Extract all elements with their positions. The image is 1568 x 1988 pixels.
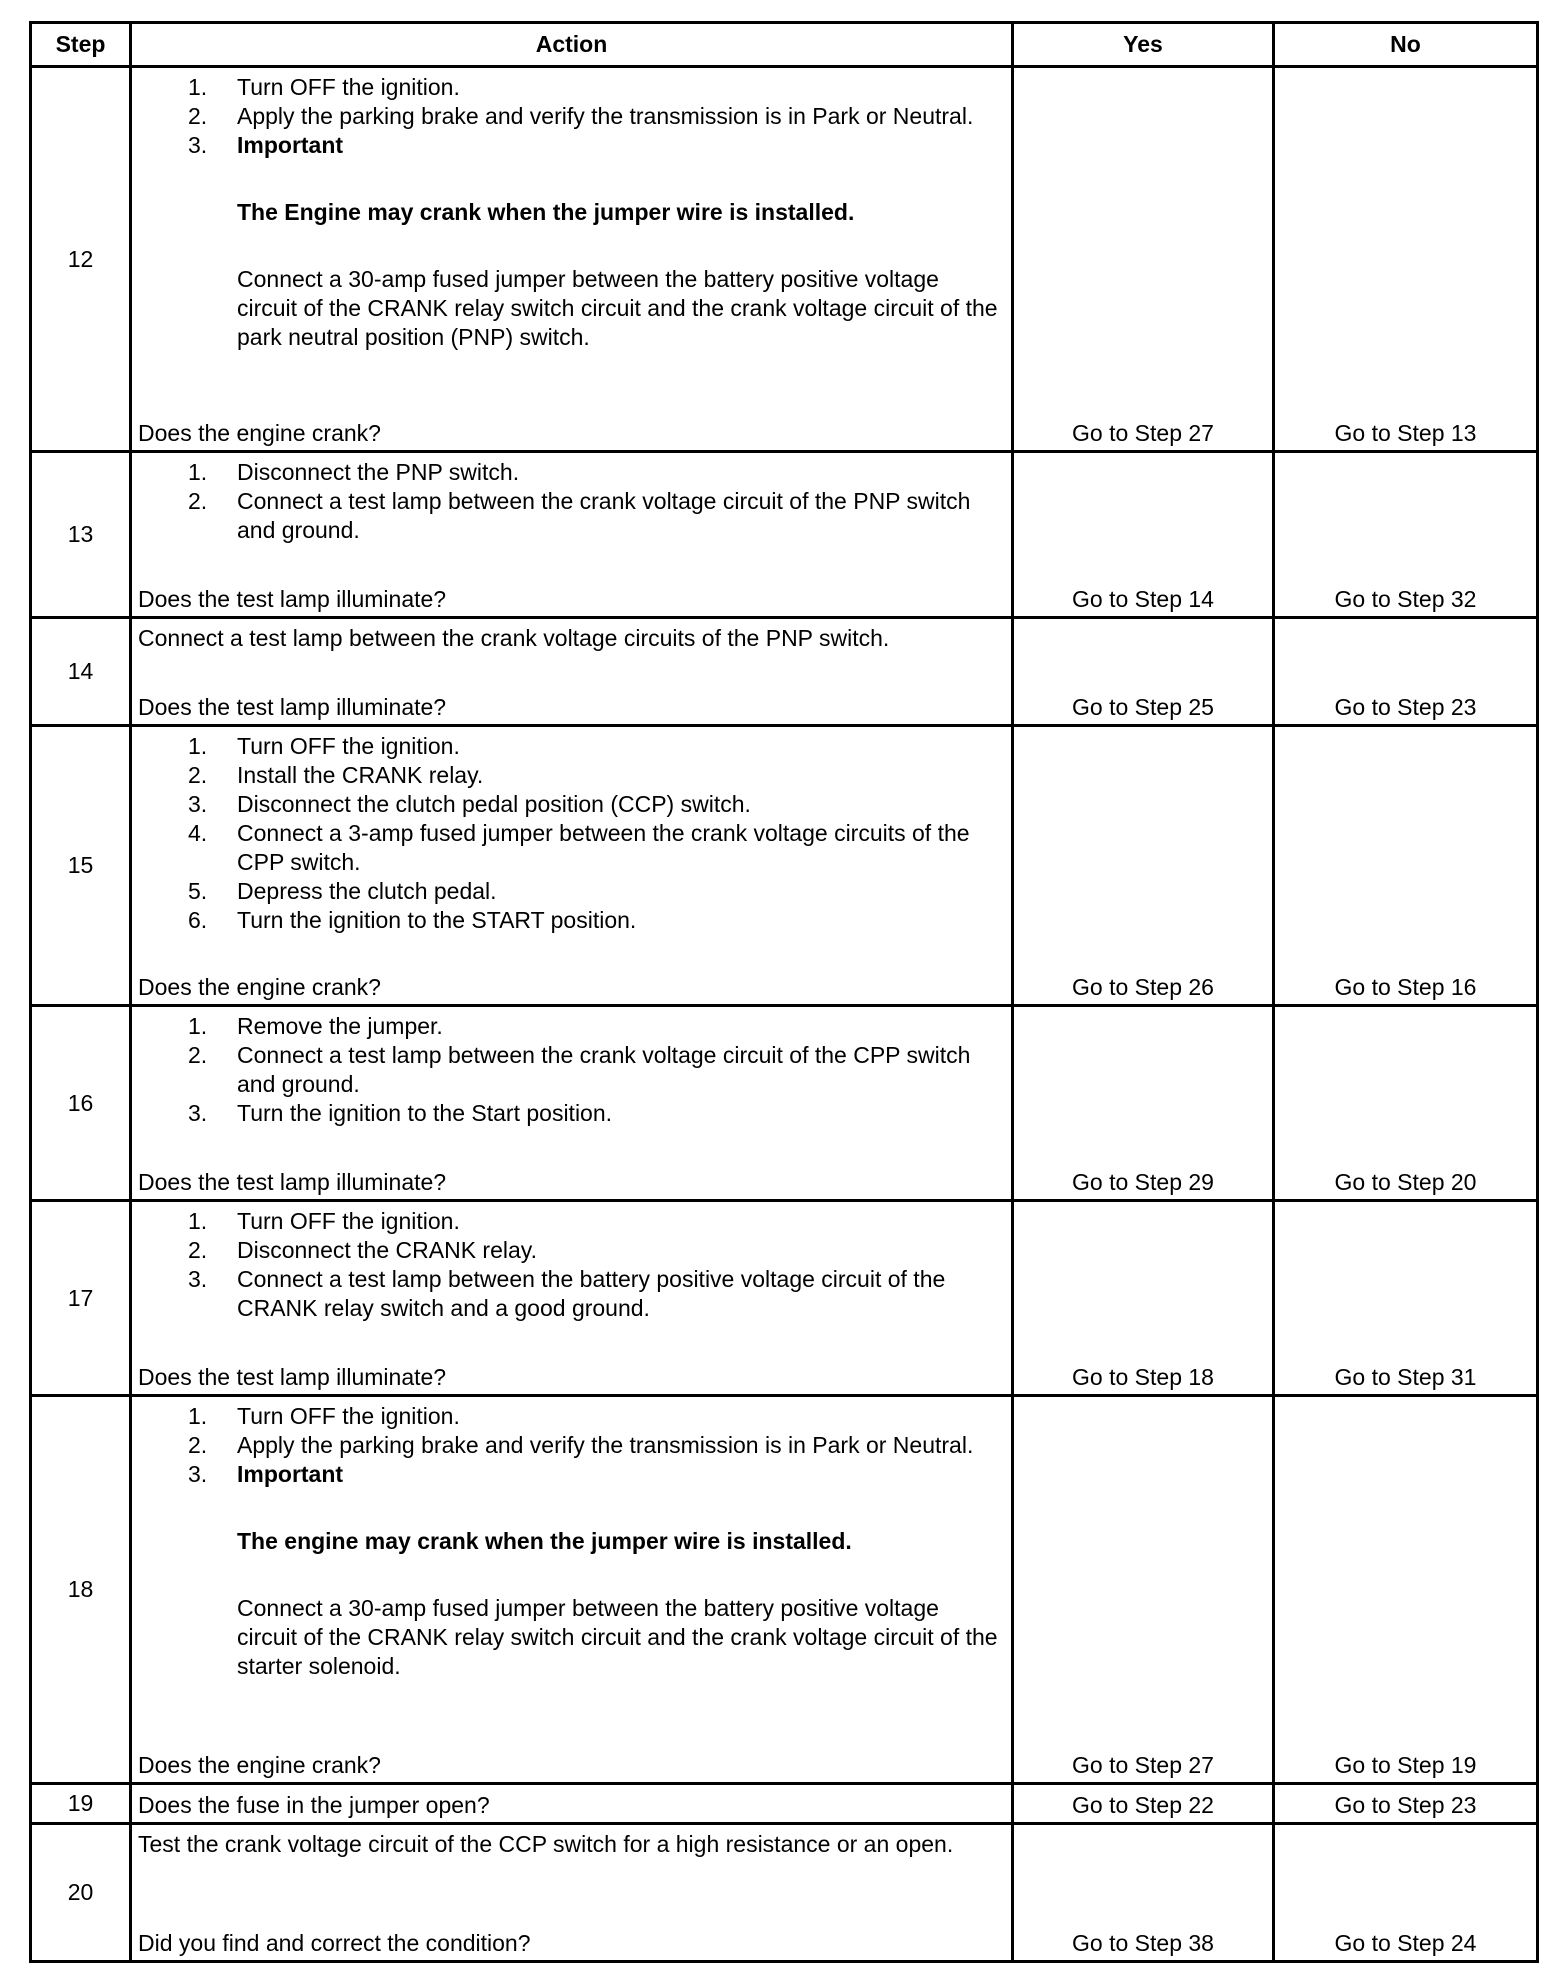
list-text: Turn OFF the ignition.	[237, 733, 460, 759]
no-goto: Go to Step 23	[1334, 1792, 1477, 1818]
table-row	[31, 618, 1538, 726]
list-number: 5.	[188, 878, 208, 904]
header-yes: Yes	[1013, 23, 1274, 67]
list-item	[138, 1402, 1003, 1431]
important-note: The engine may crank when the jumper wire is installed.	[237, 1528, 852, 1554]
question-text: Does the test lamp illuminate?	[138, 694, 447, 720]
list-text: Connect a 3-amp fused jumper between the crank voltage circuits of the CPP switch.	[237, 820, 970, 875]
step-number: 13	[31, 452, 131, 618]
step-number: 17	[31, 1201, 131, 1396]
list-number: 2.	[188, 103, 208, 129]
list-text: Depress the clutch pedal.	[237, 878, 497, 904]
action-cell	[131, 452, 1013, 618]
list-text: Connect a test lamp between the battery positive voltage circuit of the CRANK relay switch and a good ground.	[237, 1266, 946, 1321]
question-text: Does the engine crank?	[138, 420, 381, 446]
action-cell	[131, 618, 1013, 726]
yes-cell	[1013, 452, 1274, 618]
list-item	[138, 790, 1003, 819]
list-number: 2.	[188, 762, 208, 788]
list-text: Turn the ignition to the START position.	[237, 907, 637, 933]
yes-goto: Go to Step 18	[1072, 1364, 1214, 1390]
list-text: Disconnect the clutch pedal position (CCP) switch.	[237, 791, 751, 817]
yes-goto: Go to Step 38	[1072, 1930, 1214, 1956]
step-number: 20	[31, 1824, 131, 1962]
no-cell	[1274, 726, 1538, 1006]
step-number: 12	[31, 67, 131, 452]
yes-cell	[1013, 67, 1274, 452]
no-cell	[1274, 67, 1538, 452]
list-item	[138, 102, 1003, 131]
list-number: 3.	[188, 132, 208, 158]
list-item	[138, 131, 1003, 160]
yes-cell	[1013, 1201, 1274, 1396]
note-text: Connect a 30-amp fused jumper between the battery positive voltage circuit of the CRANK relay switch circuit and the crank voltage circuit of the park neutral position (PNP) switch.	[237, 266, 998, 350]
list-item	[138, 487, 1003, 545]
list-text: Remove the jumper.	[237, 1013, 443, 1039]
yes-goto: Go to Step 14	[1072, 586, 1214, 612]
list-text: Apply the parking brake and verify the transmission is in Park or Neutral.	[237, 103, 974, 129]
list-number: 2.	[188, 1042, 208, 1068]
yes-cell	[1013, 1396, 1274, 1784]
list-item	[138, 732, 1003, 761]
yes-cell	[1013, 618, 1274, 726]
question-text: Does the test lamp illuminate?	[138, 1169, 447, 1195]
list-number: 3.	[188, 1266, 208, 1292]
action-list	[138, 1012, 1003, 1128]
header-no: No	[1274, 23, 1538, 67]
list-text: Disconnect the PNP switch.	[237, 459, 520, 485]
no-goto: Go to Step 20	[1334, 1169, 1477, 1195]
no-cell	[1274, 1396, 1538, 1784]
no-goto: Go to Step 13	[1334, 420, 1477, 446]
action-cell	[131, 1784, 1013, 1824]
list-text: Turn the ignition to the Start position.	[237, 1100, 613, 1126]
list-item	[138, 1012, 1003, 1041]
note-text: Connect a 30-amp fused jumper between the battery positive voltage circuit of the CRANK relay switch circuit and the crank voltage circuit of the starter solenoid.	[237, 1595, 998, 1679]
no-cell	[1274, 618, 1538, 726]
action-list	[138, 1207, 1003, 1323]
question-text: Does the test lamp illuminate?	[138, 586, 447, 612]
header-row	[31, 23, 1538, 67]
list-item	[138, 1207, 1003, 1236]
no-goto: Go to Step 31	[1334, 1364, 1477, 1390]
step-number: 19	[31, 1784, 131, 1824]
list-number: 2.	[188, 488, 208, 514]
table-row	[31, 1824, 1538, 1962]
yes-goto: Go to Step 27	[1072, 1752, 1214, 1778]
action-cell	[131, 1824, 1013, 1962]
step-number: 14	[31, 618, 131, 726]
action-cell	[131, 1201, 1013, 1396]
action-list	[138, 458, 1003, 545]
list-item	[138, 819, 1003, 877]
no-goto: Go to Step 19	[1334, 1752, 1477, 1778]
list-item	[138, 1460, 1003, 1489]
list-number: 1.	[188, 1403, 208, 1429]
list-item	[138, 1431, 1003, 1460]
question-text: Did you find and correct the condition?	[138, 1930, 531, 1956]
yes-goto: Go to Step 27	[1072, 420, 1214, 446]
list-text: Disconnect the CRANK relay.	[237, 1237, 537, 1263]
step-number: 15	[31, 726, 131, 1006]
action-cell	[131, 726, 1013, 1006]
no-cell	[1274, 452, 1538, 618]
list-item	[138, 761, 1003, 790]
question-text: Does the engine crank?	[138, 1752, 381, 1778]
no-goto: Go to Step 23	[1334, 694, 1477, 720]
action-cell	[131, 1396, 1013, 1784]
no-cell	[1274, 1201, 1538, 1396]
step-number: 16	[31, 1006, 131, 1201]
action-list	[138, 732, 1003, 935]
yes-cell	[1013, 1006, 1274, 1201]
list-number: 1.	[188, 733, 208, 759]
list-number: 2.	[188, 1432, 208, 1458]
action-text: Connect a test lamp between the crank voltage circuits of the PNP switch.	[138, 625, 890, 651]
question-text: Does the engine crank?	[138, 974, 381, 1000]
list-number: 1.	[188, 459, 208, 485]
list-item	[138, 458, 1003, 487]
yes-goto: Go to Step 29	[1072, 1169, 1214, 1195]
no-goto: Go to Step 16	[1334, 974, 1477, 1000]
yes-goto: Go to Step 26	[1072, 974, 1214, 1000]
yes-goto: Go to Step 22	[1072, 1792, 1214, 1818]
list-text: Turn OFF the ignition.	[237, 1208, 460, 1234]
question-text: Does the fuse in the jumper open?	[138, 1792, 490, 1818]
yes-cell	[1013, 1824, 1274, 1962]
list-item	[138, 1099, 1003, 1128]
action-text: Test the crank voltage circuit of the CCP switch for a high resistance or an open.	[138, 1831, 954, 1857]
list-number: 1.	[188, 74, 208, 100]
action-list	[138, 1402, 1003, 1489]
table-row	[31, 67, 1538, 452]
list-item	[138, 1041, 1003, 1099]
question-text: Does the test lamp illuminate?	[138, 1364, 447, 1390]
list-text: Turn OFF the ignition.	[237, 1403, 460, 1429]
list-text: Install the CRANK relay.	[237, 762, 484, 788]
list-item	[138, 73, 1003, 102]
table-row	[31, 1396, 1538, 1784]
yes-goto: Go to Step 25	[1072, 694, 1214, 720]
important-label: Important	[237, 132, 344, 158]
step-number: 18	[31, 1396, 131, 1784]
diagnostic-table	[29, 21, 1539, 1963]
list-item	[138, 1236, 1003, 1265]
list-number: 2.	[188, 1237, 208, 1263]
list-text: Apply the parking brake and verify the transmission is in Park or Neutral.	[237, 1432, 974, 1458]
table-row	[31, 1006, 1538, 1201]
list-number: 6.	[188, 907, 208, 933]
header-step: Step	[31, 23, 131, 67]
list-text: Turn OFF the ignition.	[237, 74, 460, 100]
no-cell	[1274, 1784, 1538, 1824]
no-goto: Go to Step 24	[1334, 1930, 1477, 1956]
list-number: 3.	[188, 1100, 208, 1126]
list-number: 3.	[188, 791, 208, 817]
no-goto: Go to Step 32	[1334, 586, 1477, 612]
list-item	[138, 1265, 1003, 1323]
important-label: Important	[237, 1461, 344, 1487]
table-row	[31, 726, 1538, 1006]
list-number: 4.	[188, 820, 208, 846]
list-item	[138, 877, 1003, 906]
header-action: Action	[131, 23, 1013, 67]
table-row	[31, 1201, 1538, 1396]
action-list	[138, 73, 1003, 160]
table-row	[31, 452, 1538, 618]
list-number: 1.	[188, 1208, 208, 1234]
list-text: Connect a test lamp between the crank voltage circuit of the CPP switch and ground.	[237, 1042, 971, 1097]
list-item	[138, 906, 1003, 935]
important-note: The Engine may crank when the jumper wire is installed.	[237, 199, 855, 225]
table-row	[31, 1784, 1538, 1824]
no-cell	[1274, 1824, 1538, 1962]
yes-cell	[1013, 726, 1274, 1006]
list-number: 1.	[188, 1013, 208, 1039]
action-cell	[131, 67, 1013, 452]
yes-cell	[1013, 1784, 1274, 1824]
action-cell	[131, 1006, 1013, 1201]
list-number: 3.	[188, 1461, 208, 1487]
no-cell	[1274, 1006, 1538, 1201]
list-text: Connect a test lamp between the crank voltage circuit of the PNP switch and ground.	[237, 488, 971, 543]
